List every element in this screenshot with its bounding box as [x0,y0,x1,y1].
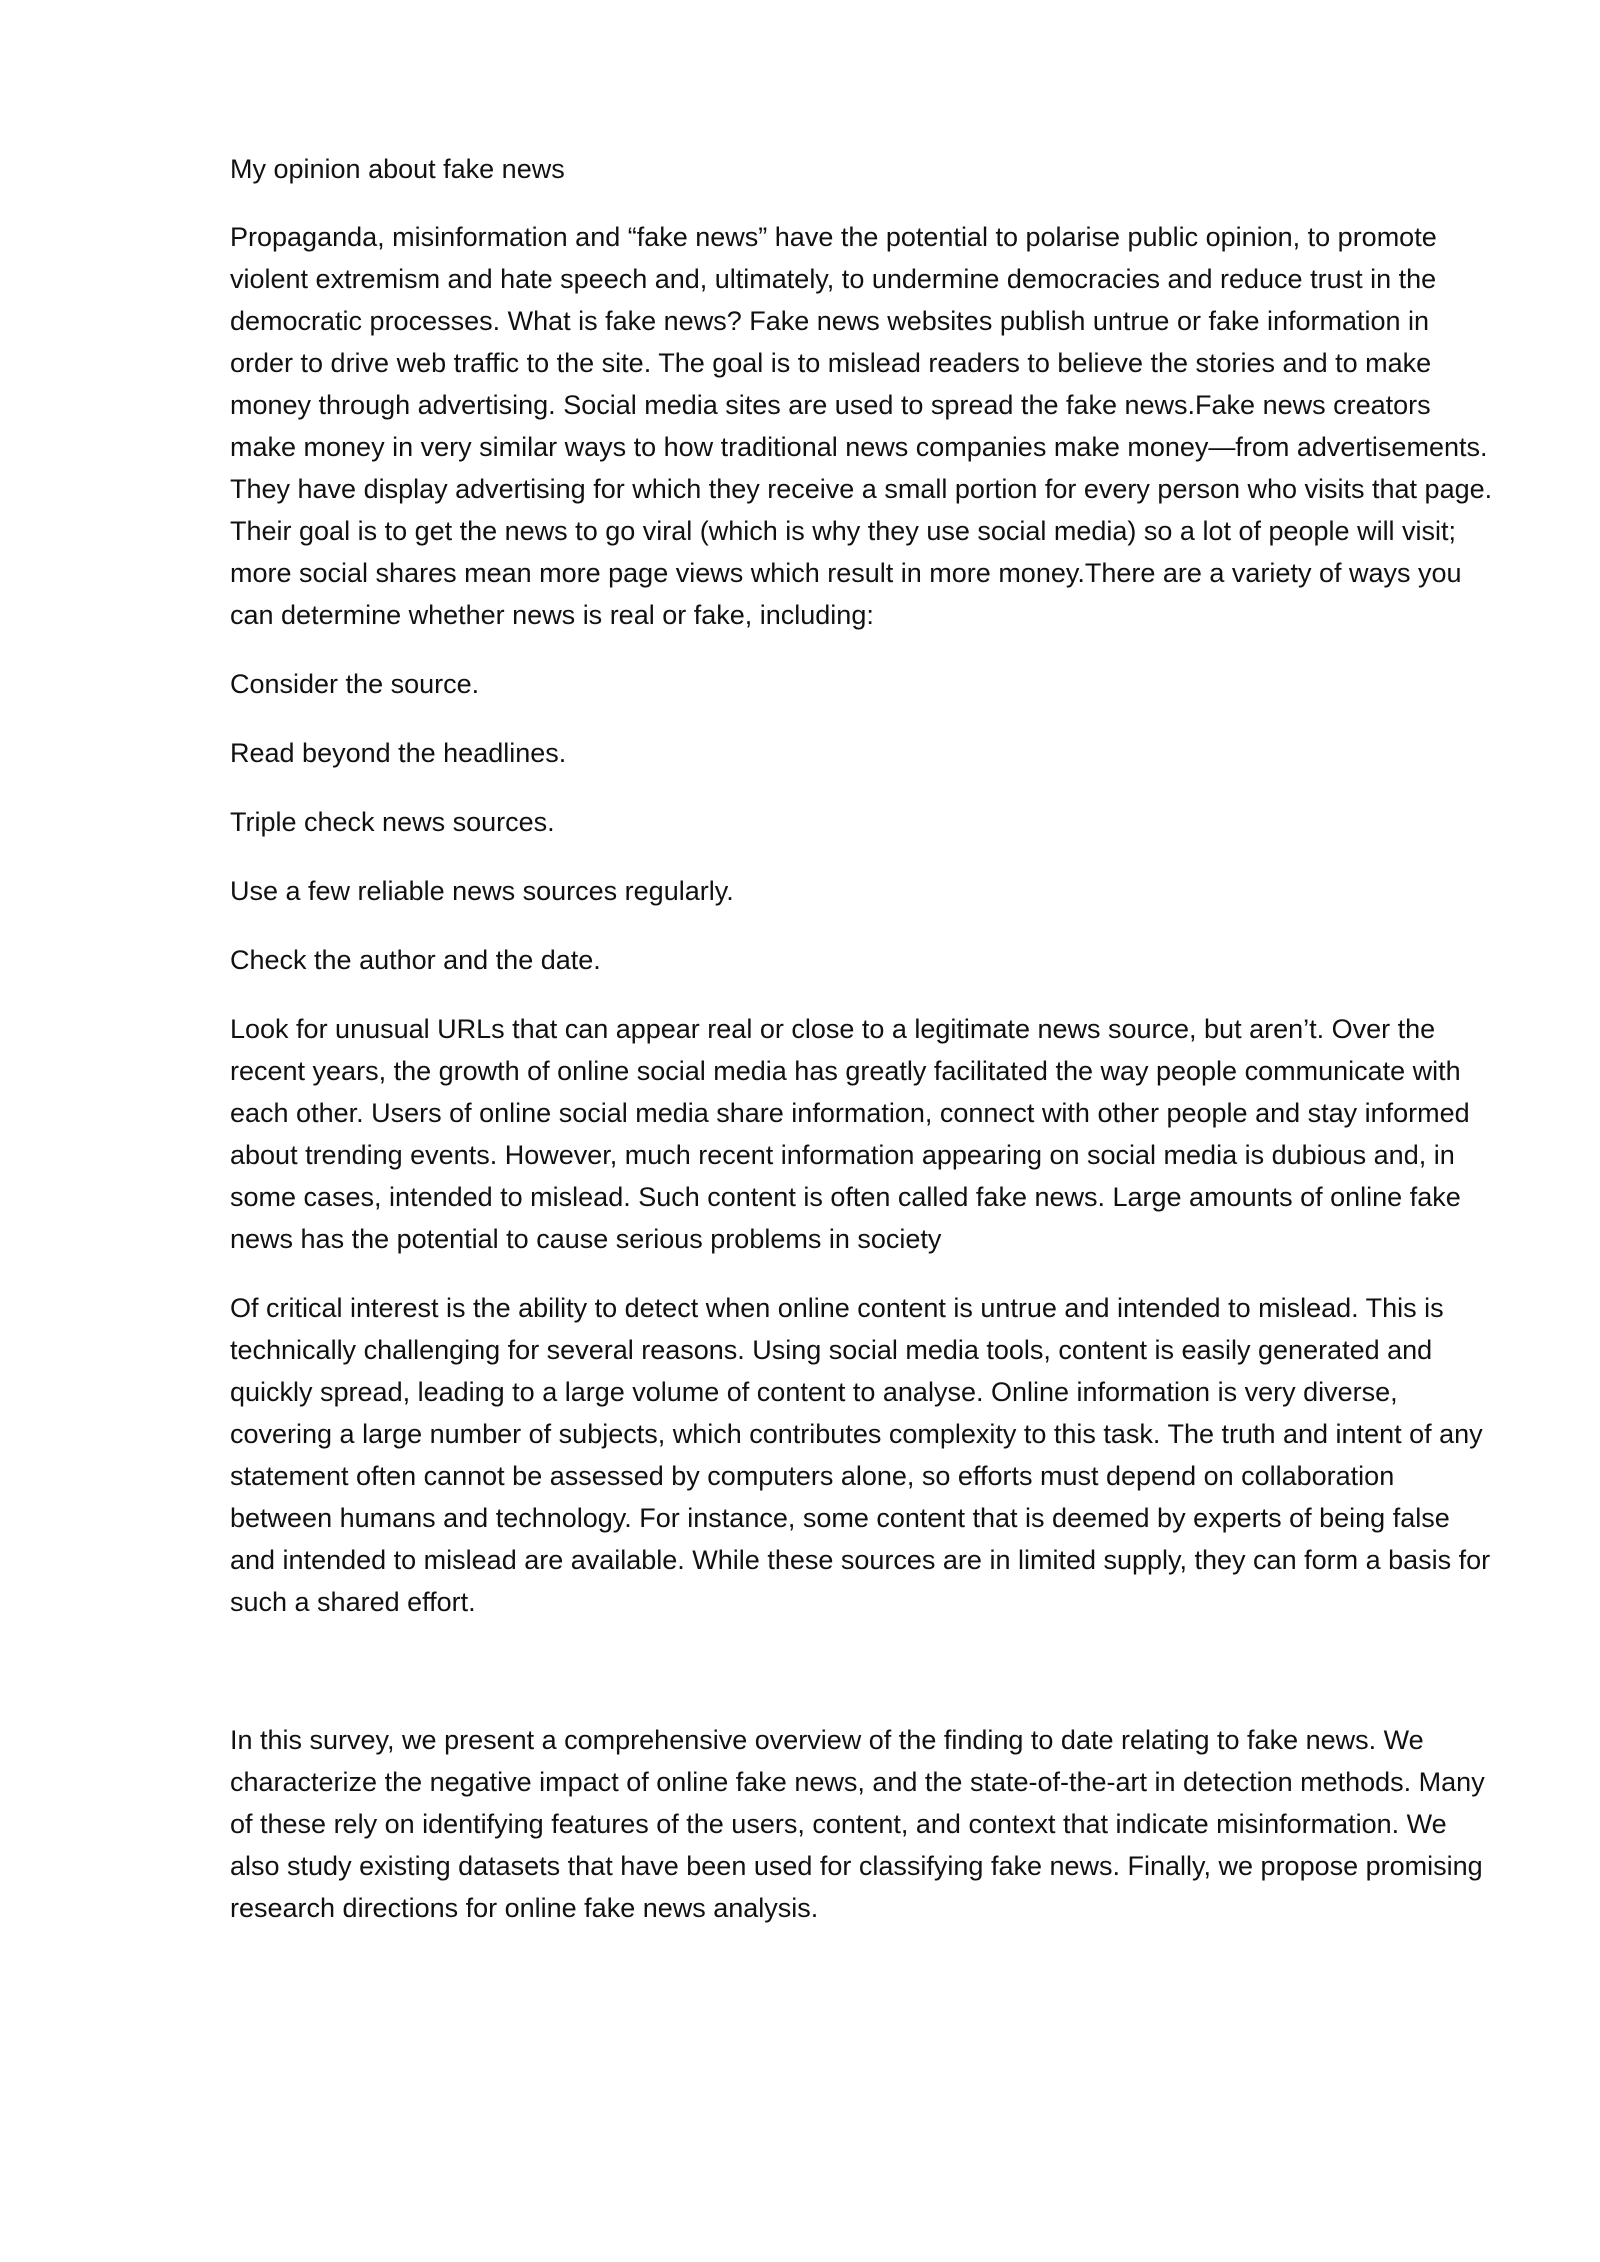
tip-triple-check: Triple check news sources. [230,807,555,837]
paragraph-intro: Propaganda, misinformation and “fake news” have the potential to polarise public opinion, to promote violent extremism and hate speech and, ultimately, to undermine democracies and reduce trust in the democratic processes. What is fake news? Fake news websites publish untrue or fake information in order to drive web traffic to the site. The goal is to mislead readers to believe the stories and to make money through advertising. Social media sites are used to spread the fake news.Fake news creators make money in very similar ways to how traditional news companies make money—from advertisements. They have display advertising for which they receive a small portion for every person who visits that page. Their goal is to get the news to go viral (which is why they use social media) so a lot of people will visit; more social shares mean more page views which result in more money.There are a variety of ways you can determine whether news is real or fake, including: [230,222,1493,630]
tip-read-beyond-headlines: Read beyond the headlines. [230,738,567,768]
paragraph-survey: In this survey, we present a comprehensive overview of the finding to date relating to fake news. We characterize the negative impact of online fake news, and the state-of-the-art in detection methods. Many of these rely on identifying features of the users, content, and context that indicate misinformation. We also study existing datasets that have been used for classifying fake news. Finally, we propose promising research directions for online fake news analysis. [230,1725,1485,1923]
tip-reliable-sources: Use a few reliable news sources regularly. [230,876,734,906]
tip-consider-source: Consider the source. [230,669,480,699]
tip-check-author-date: Check the author and the date. [230,945,601,975]
paragraph-gap [230,1650,1495,1719]
paragraph-critical-interest: Of critical interest is the ability to detect when online content is untrue and intended to mislead. This is technically challenging for several reasons. Using social media tools, content is easily generated and quickly spread, leading to a large volume of content to analyse. Online information is very diverse, covering a large number of subjects, which contributes complexity to this task. The truth and intent of any statement often cannot be assessed by computers alone, so efforts must depend on collaboration between humans and technology. For instance, some content that is deemed by experts of being false and intended to mislead are available. While these sources are in limited supply, they can form a basis for such a shared effort. [230,1293,1491,1617]
paragraph-unusual-urls: Look for unusual URLs that can appear real or close to a legitimate news source, but aren’t. Over the recent years, the growth of online social media has greatly facilitated the way people communicate with each other. Users of online social media share information, connect with other people and stay informed about trending events. However, much recent information appearing on social media is dubious and, in some cases, intended to mislead. Such content is often called fake news. Large amounts of online fake news has the potential to cause serious problems in society [230,1014,1470,1254]
document-title: My opinion about fake news [230,154,565,184]
document-body [230,148,1495,1956]
